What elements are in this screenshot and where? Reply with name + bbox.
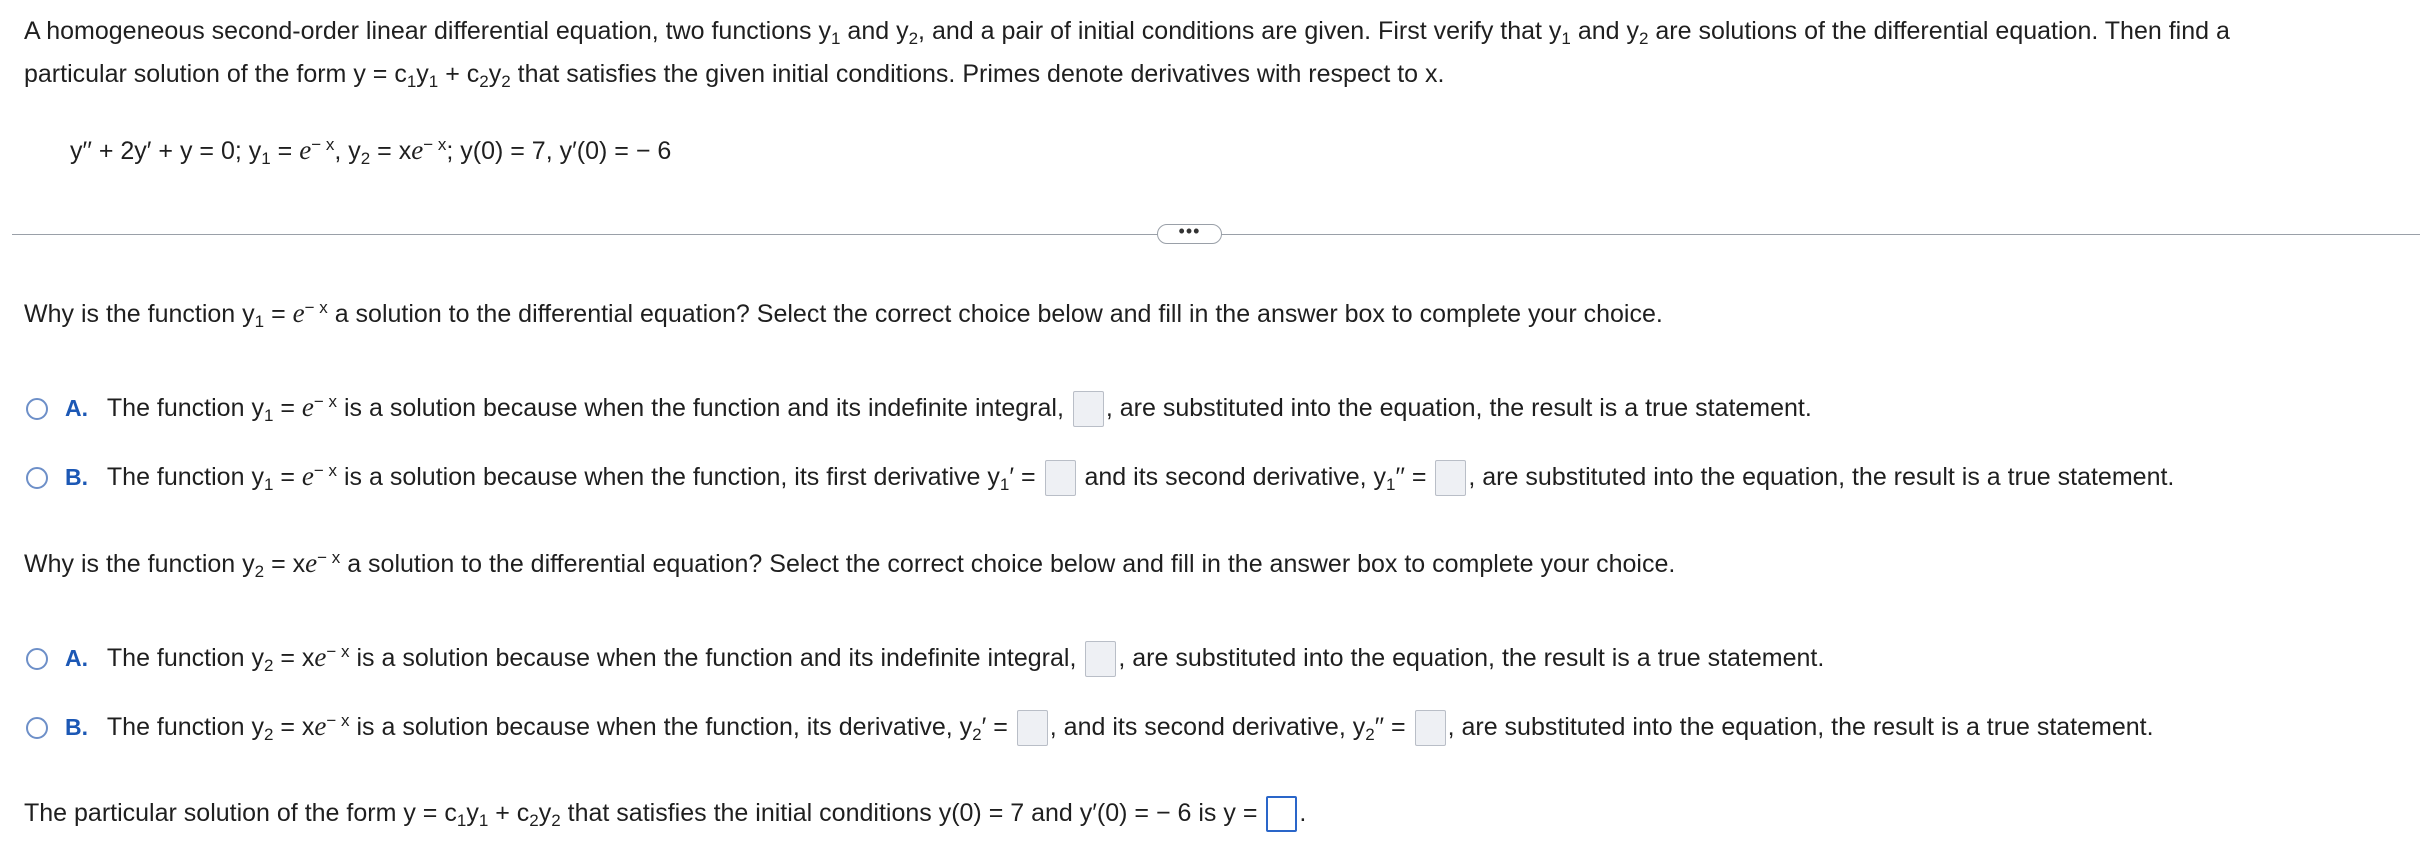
q2-b-first-derivative-input[interactable]	[1017, 710, 1048, 746]
q1-choice-a-radio[interactable]	[26, 398, 48, 420]
particular-solution-input[interactable]	[1266, 796, 1297, 832]
q1-b-first-derivative-input[interactable]	[1045, 460, 1076, 496]
q1-choice-a-letter: A.	[64, 395, 88, 421]
problem-intro-line1: A homogeneous second-order linear differential equation, two functions $y_1$ and $y_2$, and a pair of initial conditions are given. First verify that $y_1$ and $y_2$ are solutions of the differential equation. Then find a	[24, 17, 2230, 48]
q2-b-second-derivative-input[interactable]	[1415, 710, 1446, 746]
q1-choice-b-letter: B.	[64, 464, 88, 490]
q1-choice-b[interactable]: B. The function $y_1 = e^{- x}$ is a solution because when the function, its first derivative $y_1'$ = and its second derivative, $y_1''$ = , are substituted into the equation, the result is a true statement.	[26, 459, 2174, 496]
q2-a-integral-input[interactable]	[1085, 641, 1116, 677]
q2-choice-b[interactable]: B. The function $y_2 = xe^{- x}$ is a solution because when the function, its derivative, $y_2'$ = , and its second derivative, $y_2''$ = , are substituted into the equation, the result is a true statement.	[26, 709, 2154, 746]
differential-equation: y′′ + 2y′ + y = 0; $y_1 = e^{- x}$, $y_2 = xe^{- x}$; y(0) = 7, y′(0) = − 6	[70, 135, 672, 168]
q2-choice-b-radio[interactable]	[26, 717, 48, 739]
q2-choice-a[interactable]: A. The function $y_2 = xe^{- x}$ is a solution because when the function and its indefinite integral, , are substituted into the equation, the result is a true statement.	[26, 640, 1824, 677]
q1-prompt: Why is the function $y_1 = e^{- x}$ a solution to the differential equation? Select the correct choice below and fill in the answer box to complete your choice.	[24, 298, 1663, 331]
q2-prompt: Why is the function $y_2 = xe^{- x}$ a solution to the differential equation? Select the correct choice below and fill in the answer box to complete your choice.	[24, 548, 1676, 581]
q2-choice-a-radio[interactable]	[26, 648, 48, 670]
q2-choice-b-letter: B.	[64, 714, 88, 740]
q1-choice-b-radio[interactable]	[26, 467, 48, 489]
q1-a-integral-input[interactable]	[1073, 391, 1104, 427]
more-button[interactable]: •••	[1157, 224, 1222, 244]
q1-choice-a[interactable]: A. The function $y_1 = e^{- x}$ is a solution because when the function and its indefinite integral, , are substituted into the equation, the result is a true statement.	[26, 390, 1812, 427]
q2-choice-a-letter: A.	[64, 645, 88, 671]
final-answer-line: The particular solution of the form $y = c_1y_1 + c_2y_2$ that satisfies the initial conditions y(0) = 7 and y′(0) = − 6 is y = .	[24, 796, 1306, 832]
q1-b-second-derivative-input[interactable]	[1435, 460, 1466, 496]
problem-intro-line2: particular solution of the form $y = c_1y_1 + c_2y_2$ that satisfies the given initial conditions. Primes denote derivatives with respect to x.	[24, 60, 1445, 91]
